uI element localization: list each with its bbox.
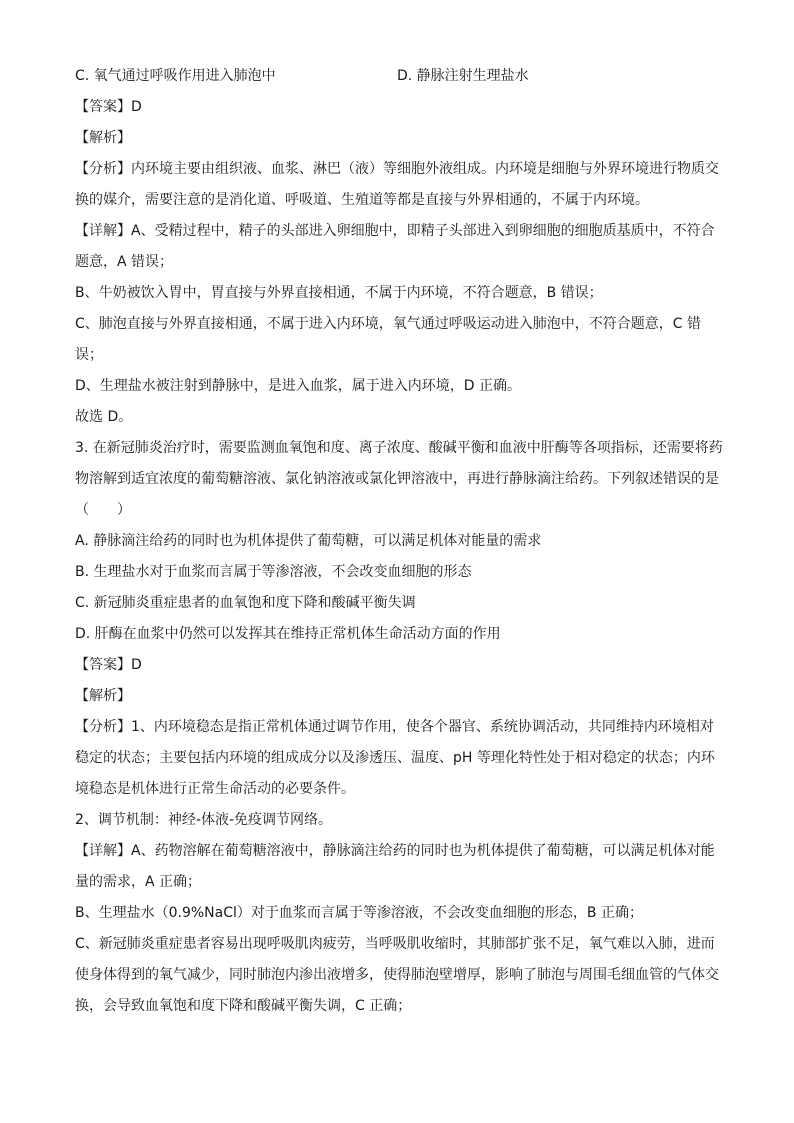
q2-options-row bbox=[75, 63, 720, 94]
q2-answer: 【答案】D bbox=[75, 99, 142, 115]
q2-detail-line: 【详解】A、受精过程中，精子的头部进入卵细胞中，即精子头部进入到卵细胞的细胞质基质中，不符合 bbox=[75, 223, 715, 239]
q2-option-c: C. 氧气通过呼吸作用进入肺泡中 bbox=[75, 68, 276, 84]
q3-detail-line: 换，会导致血氧饱和度下降和酸碱平衡失调，C 正确； bbox=[75, 998, 412, 1014]
q3-analysis-line: 【分析】1、内环境稳态是指正常机体通过调节作用，使各个器官、系统协调活动，共同维持内环境相对 bbox=[75, 719, 714, 735]
q3-stem-line: 物溶解到适宜浓度的葡萄糖溶液、氯化钠溶液或氯化钾溶液中，再进行静脉滴注给药。下列叙述错误的是 bbox=[75, 471, 719, 487]
q2-detail-line: B、牛奶被饮入胃中，胃直接与外界直接相通，不属于内环境，不符合题意，B 错误； bbox=[75, 285, 603, 301]
q3-analysis-line: 2、调节机制：神经-体液-免疫调节网络。 bbox=[75, 812, 333, 828]
q2-analysis-line: 换的媒介，需要注意的是消化道、呼吸道、生殖道等都是直接与外界相通的，不属于内环境。 bbox=[75, 192, 649, 208]
q3-detail-line: 使身体得到的氧气减少，同时肺泡内渗出液增多，使得肺泡壁增厚，影响了肺泡与周围毛细血管的气体交 bbox=[75, 967, 719, 983]
q3-detail-line: C、新冠肺炎重症患者容易出现呼吸肌肉疲劳，当呼吸肌收缩时，其肺部扩张不足，氧气难以入肺，进而 bbox=[75, 936, 715, 952]
q3-detail-line: B、生理盐水（0.9%NaCl）对于血浆而言属于等渗溶液，不会改变血细胞的形态，B 正确； bbox=[75, 905, 643, 921]
q3-analysis-line: 稳定的状态；主要包括内环境的组成成分以及渗透压、温度、pH 等理化特性处于相对稳定的状态；内环 bbox=[75, 750, 715, 766]
q3-detail-line: 量的需求，A 正确； bbox=[75, 874, 202, 890]
q3-option-d: D. 肝酶在血浆中仍然可以发挥其在维持正常机体生命活动方面的作用 bbox=[75, 626, 501, 642]
q3-analysis-line: 境稳态是机体进行正常生命活动的必要条件。 bbox=[75, 781, 355, 797]
q3-stem-line: （ ） bbox=[75, 502, 131, 518]
q2-detail-line: 误； bbox=[75, 347, 103, 363]
q3-option-b: B. 生理盐水对于血浆而言属于等渗溶液，不会改变血细胞的形态 bbox=[75, 564, 472, 580]
q2-detail-line: 题意，A 错误； bbox=[75, 254, 174, 270]
q3-option-a: A. 静脉滴注给药的同时也为机体提供了葡萄糖，可以满足机体对能量的需求 bbox=[75, 533, 542, 549]
q2-detail-line: C、肺泡直接与外界直接相通，不属于进入内环境，氧气通过呼吸运动进入肺泡中，不符合题意，C 错 bbox=[75, 316, 701, 332]
q3-analysis-title: 【解析】 bbox=[75, 688, 131, 704]
q2-option-d: D. 静脉注射生理盐水 bbox=[397, 68, 529, 84]
q3-detail-line: 【详解】A、药物溶解在葡萄糖溶液中，静脉滴注给药的同时也为机体提供了葡萄糖，可以满足机体对能 bbox=[75, 843, 715, 859]
q2-analysis-title: 【解析】 bbox=[75, 130, 131, 146]
q3-answer: 【答案】D bbox=[75, 657, 142, 673]
document-content bbox=[75, 63, 723, 1024]
q2-analysis-line: 【分析】内环境主要由组织液、血浆、淋巴（液）等细胞外液组成。内环境是细胞与外界环境进行物质交 bbox=[75, 161, 719, 177]
q2-detail-line: D、生理盐水被注射到静脉中，是进入血浆，属于进入内环境，D 正确。 bbox=[75, 378, 522, 394]
q3-stem-line: 3. 在新冠肺炎治疗时，需要监测血氧饱和度、离子浓度、酸碱平衡和血液中肝酶等各项指标，还需要将药 bbox=[75, 440, 723, 456]
q3-option-c: C. 新冠肺炎重症患者的血氧饱和度下降和酸碱平衡失调 bbox=[75, 595, 416, 611]
q2-conclusion: 故选 D。 bbox=[75, 409, 133, 425]
